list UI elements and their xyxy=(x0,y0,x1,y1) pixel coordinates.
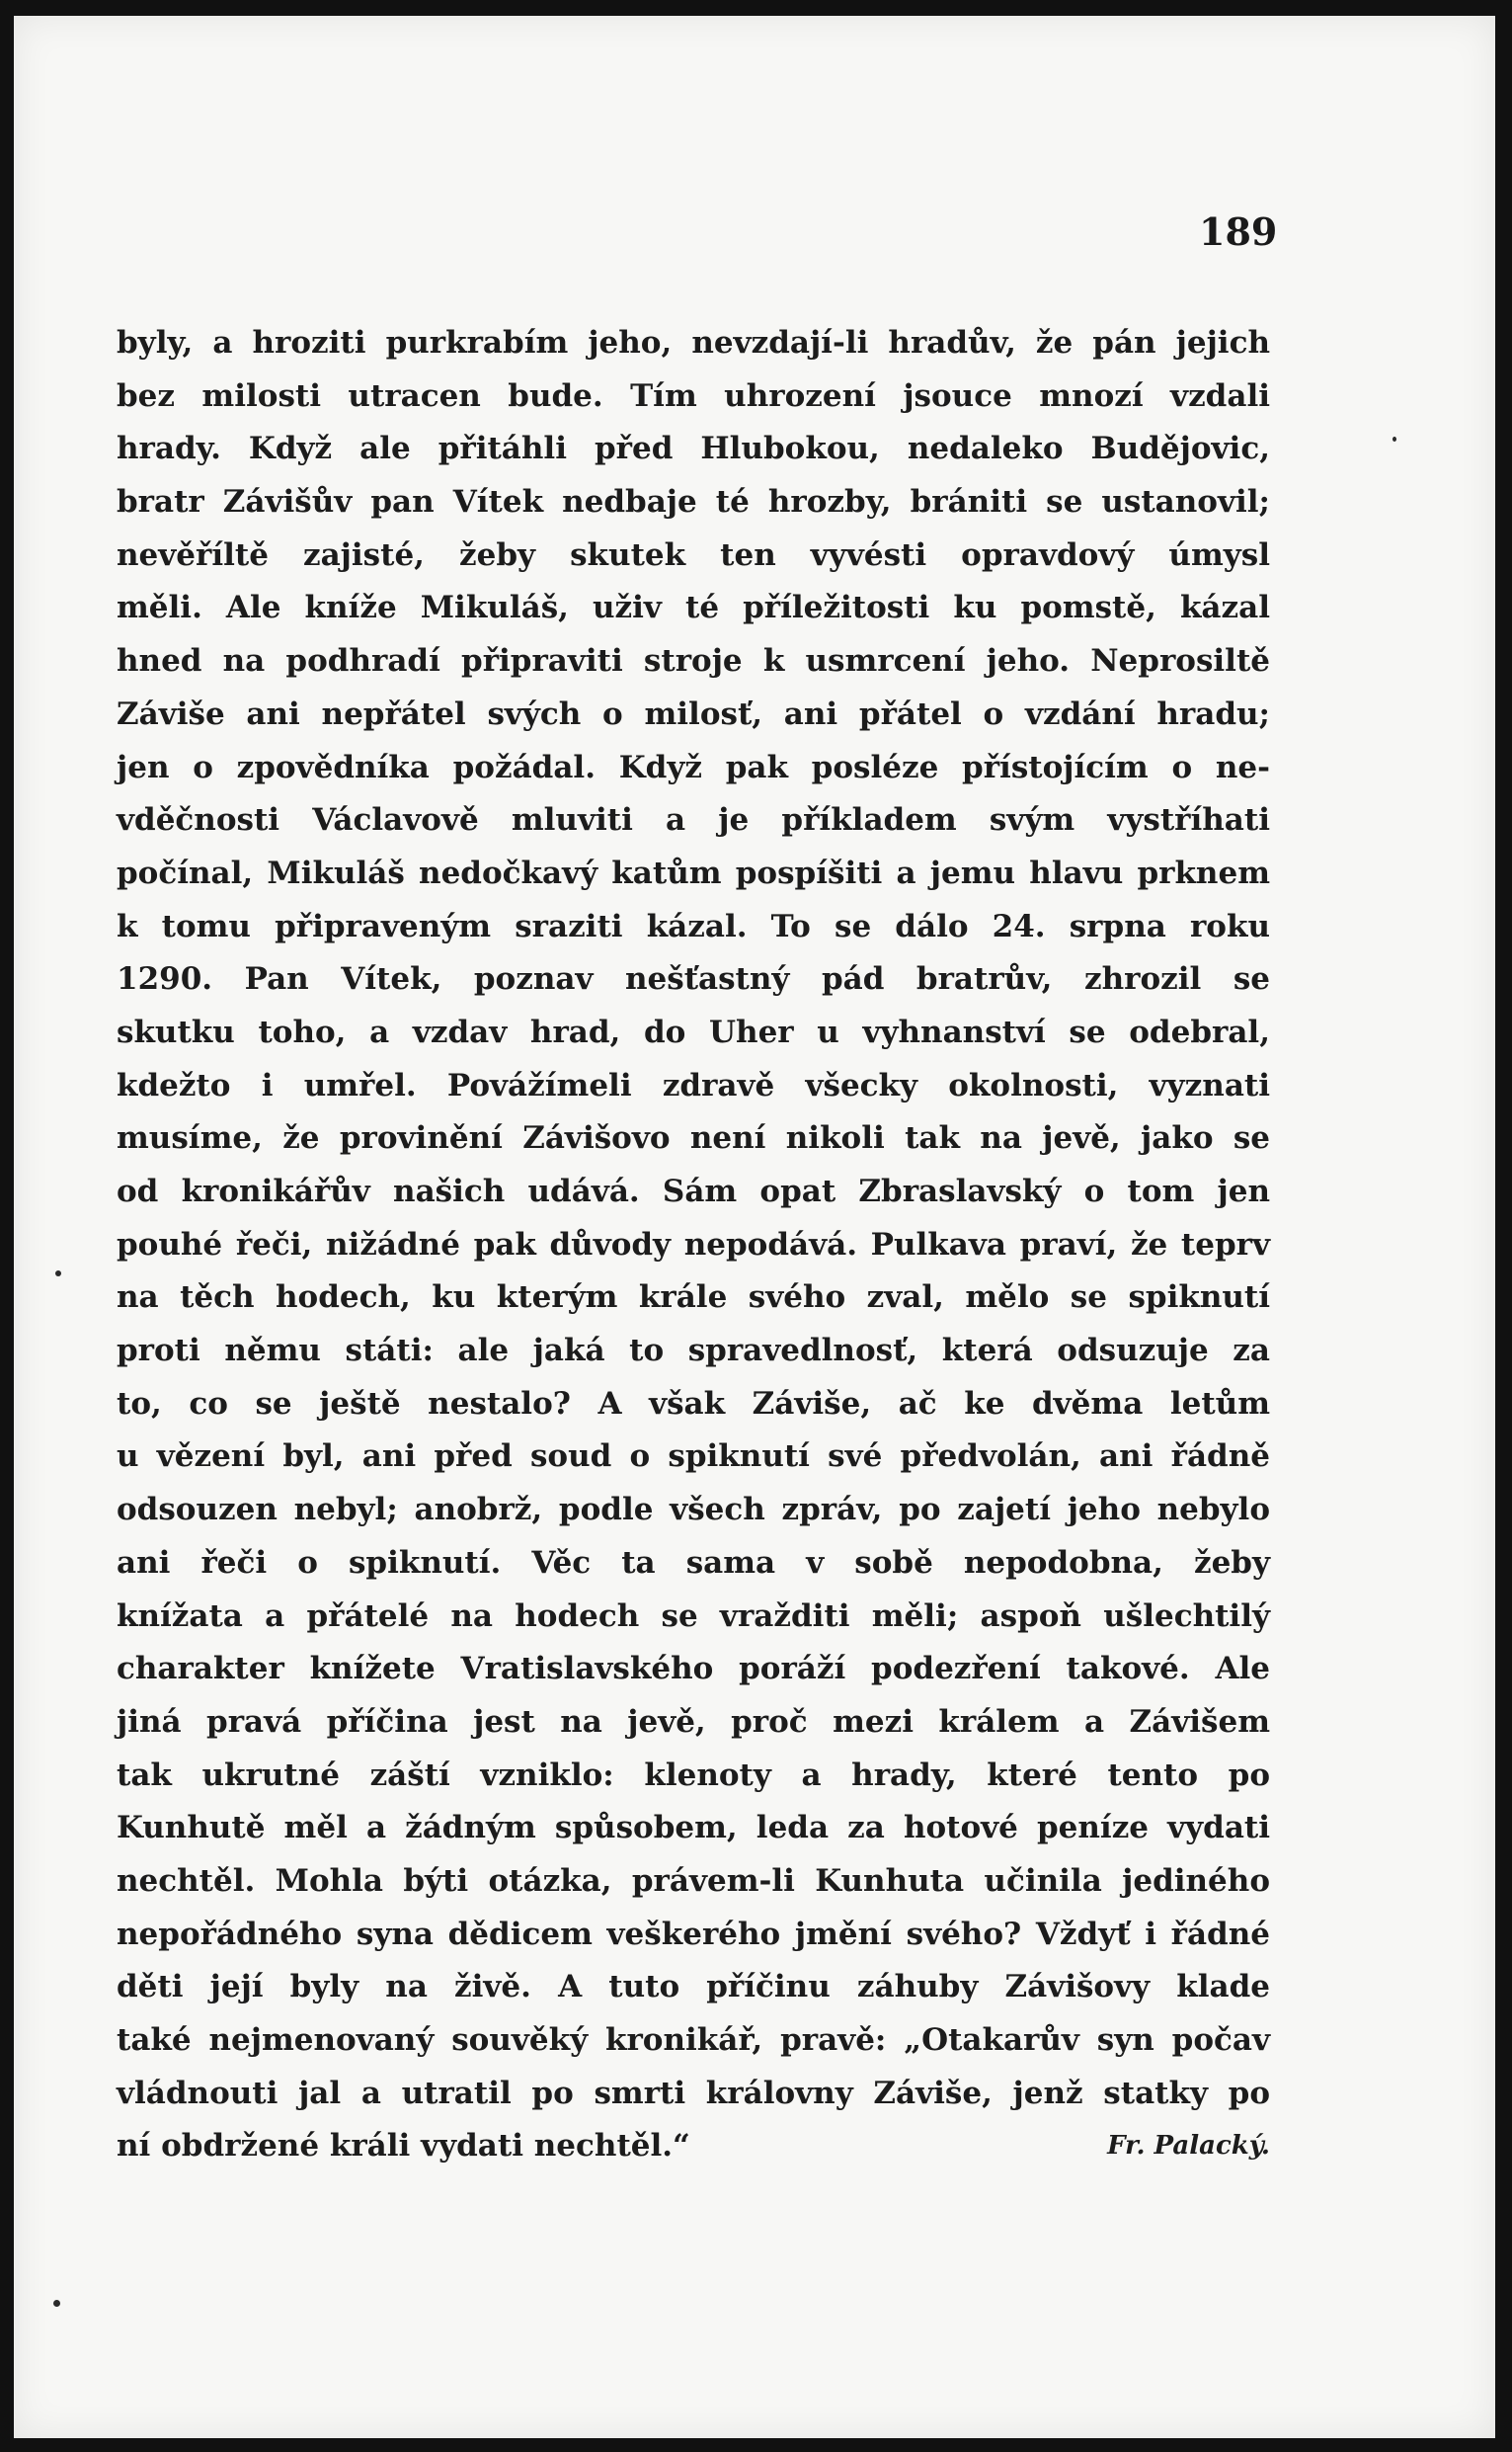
scan-speck xyxy=(1393,437,1396,442)
text-line: jiná pravá příčina jest na jevě, proč mezi králem a Závišem xyxy=(117,1703,1270,1740)
text-line: k tomu připraveným sraziti kázal. To se dálo 24. srpna roku xyxy=(117,908,1270,944)
text-line: byly, a hroziti purkrabím jeho, nevzdají‑li hradův, že pán jejich xyxy=(117,325,1270,361)
text-line: vděčnosti Václavově mluviti a je příkladem svým vystříhati xyxy=(117,802,1270,839)
text-line: Kunhutě měl a žádným spůsobem, leda za hotové peníze vydati xyxy=(117,1810,1270,1846)
text-line: hned na podhradí připraviti stroje k usmrcení jeho. Neprosiltě xyxy=(117,643,1270,680)
text-line: knížata a přátelé na hodech se vražditi měli; aspoň ušlechtilý xyxy=(117,1597,1270,1634)
page-number: 189 xyxy=(1199,209,1278,254)
text-line: ani řeči o spiknutí. Věc ta sama v sobě nepodobna, žeby xyxy=(117,1544,1270,1581)
text-line: děti její byly na živě. A tuto příčinu záhuby Závišovy klade xyxy=(117,1969,1270,2005)
text-line: jen o zpovědníka požádal. Když pak posléze přístojícím o ne- xyxy=(117,749,1270,785)
text-line: kdežto i umřel. Povážímeli zdravě všecky okolnosti, vyznati xyxy=(117,1067,1270,1103)
text-line: 1290. Pan Vítek, poznav nešťastný pád bratrův, zhrozil se xyxy=(117,961,1270,998)
text-line-final xyxy=(117,2120,1270,2173)
final-line-text: ní obdržené králi vydati nechtěl.“ xyxy=(117,2128,690,2165)
text-line: skutku toho, a vzdav hrad, do Uher u vyhnanství se odebral, xyxy=(117,1014,1270,1050)
text-line: nevěříltě zajisté, žeby skutek ten vyvésti opravdový úmysl xyxy=(117,536,1270,573)
text-line: pouhé řeči, nižádné pak důvody nepodává. Pulkava praví, že teprv xyxy=(117,1226,1270,1263)
body-text xyxy=(117,317,1270,2173)
text-line: také nejmenovaný souvěký kronikář, pravě: „Otakarův syn počav xyxy=(117,2022,1270,2058)
text-line: hrady. Když ale přitáhli před Hlubokou, nedaleko Budějovic, xyxy=(117,431,1270,467)
text-line: musíme, že provinění Závišovo není nikoli tak na jevě, jako se xyxy=(117,1120,1270,1157)
author-signature: Fr. Palacký. xyxy=(1107,2131,1270,2162)
text-line: proti němu státi: ale jaká to spravedlnosť, která odsuzuje za xyxy=(117,1333,1270,1369)
text-line: na těch hodech, ku kterým krále svého zval, mělo se spiknutí xyxy=(117,1279,1270,1316)
text-line: měli. Ale kníže Mikuláš, uživ té příležitosti ku pomstě, kázal xyxy=(117,590,1270,626)
scan-speck xyxy=(55,1270,61,1276)
text-line: tak ukrutné záští vzniklo: klenoty a hrady, které tento po xyxy=(117,1757,1270,1793)
text-line: vládnouti jal a utratil po smrti královny Záviše, jenž statky po xyxy=(117,2075,1270,2111)
text-line: bez milosti utracen bude. Tím uhrození jsouce mnozí vzdali xyxy=(117,377,1270,414)
text-line: u vězení byl, ani před soud o spiknutí své předvolán, ani řádně xyxy=(117,1438,1270,1475)
text-line: počínal, Mikuláš nedočkavý katům pospíšiti a jemu hlavu prknem xyxy=(117,855,1270,891)
text-line: charakter knížete Vratislavského poráží podezření takové. Ale xyxy=(117,1651,1270,1687)
text-line: nepořádného syna dědicem veškerého jmění svého? Vždyť i řádné xyxy=(117,1916,1270,1952)
text-line: to, co se ještě nestalo? A však Záviše, ač ke dvěma letům xyxy=(117,1385,1270,1422)
text-line: bratr Závišův pan Vítek nedbaje té hrozby, brániti se ustanovil; xyxy=(117,484,1270,521)
scan-speck xyxy=(53,2300,60,2307)
text-line: od kronikářův našich udává. Sám opat Zbraslavský o tom jen xyxy=(117,1174,1270,1209)
book-page xyxy=(14,16,1495,2438)
text-line: Záviše ani nepřátel svých o milosť, ani přátel o vzdání hradu; xyxy=(117,695,1270,732)
text-line: nechtěl. Mohla býti otázka, právem‑li Kunhuta učinila jediného xyxy=(117,1862,1270,1899)
text-line: odsouzen nebyl; anobrž, podle všech zpráv, po zajetí jeho nebylo xyxy=(117,1492,1270,1528)
